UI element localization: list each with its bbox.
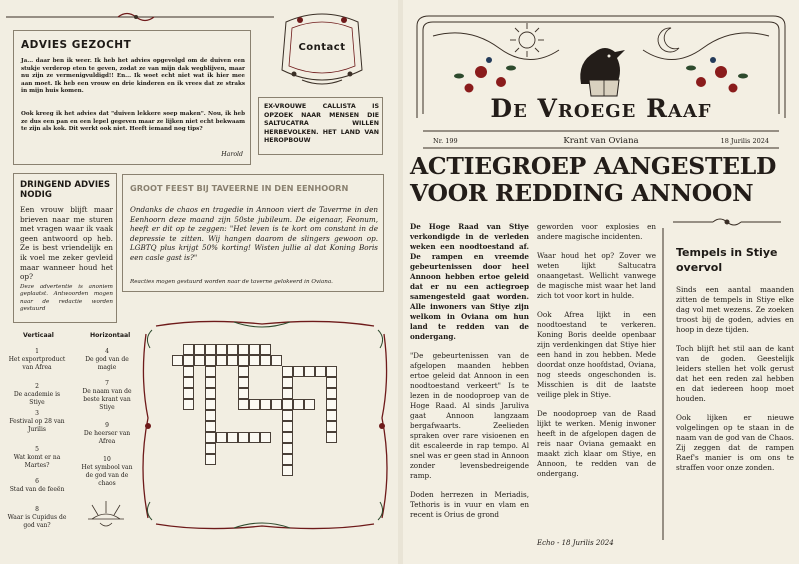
clue-text: Stad van de feeën: [9, 486, 65, 493]
crossword-cell[interactable]: [238, 344, 249, 355]
article-paragraph: geworden voor explosies en andere magische incidenten.: [537, 222, 656, 241]
vertical-clue-1: [6, 348, 68, 372]
article-paragraph: Ook Afrea lijkt in een noodtoestand te verkeren. Koning Boris deelde openbaar zijn verdenkingen dat Stiye hier een hand in zou hebben. Mede doordat onze hoofdstad, Oviana, nog steeds ongeschonden is. Misschien is dit de laatste veilige plek in Stiye.: [537, 310, 656, 399]
crossword-cell[interactable]: [205, 421, 216, 432]
vertical-clue-4: [6, 446, 68, 470]
sun-icon: [510, 23, 544, 57]
urgent-text: Een vrouw blijft maar brieven naar me sturen met vragen waar ik vaak geen antwoord op heb. Ze is best vriendelijk en ik voel me zeker gevleid maar wanneer houd het op?: [20, 205, 113, 282]
crossword-cell[interactable]: [282, 454, 293, 465]
crossword-cell[interactable]: [194, 355, 205, 366]
horizontal-clue-1: [78, 348, 136, 372]
clue-number: 6: [35, 478, 39, 485]
vertical-clue-2: [6, 383, 68, 407]
crossword-cell[interactable]: [326, 399, 337, 410]
crossword-cell[interactable]: [304, 366, 315, 377]
crossword-cell[interactable]: [183, 377, 194, 388]
crossword-cell[interactable]: [249, 355, 260, 366]
crossword-cell[interactable]: [326, 377, 337, 388]
crossword-cell[interactable]: [183, 355, 194, 366]
advice-paragraph-1: Ja... daar ben ik weer. Ik heb het advies opgevolgd om de duiven een stukje verderop eten te geven, zodat ze van mijn dak wegblijven, maar nu zijn ze vermenigvuldigd!! En... Ik woet echt niet wat ik hier mee aan moet. Ik heb een vrouw en drie kinderen en ik vrees dat ze straks in mijn huis komen.: [21, 58, 245, 95]
crossword-cell[interactable]: [293, 366, 304, 377]
article-paragraph: "De gebeurtenissen van de afgelopen maanden hebben ertoe geleid dat Annoon in een noodtoestand verkeert" Is te lezen in de noodoproep van de Hoge Raad. Al sinds Jaruliva gaat Annoon langzaam bergafwaarts. Zeelieden spraken over rare visioenen en dit escaleerde in rap tempo. Al snel was er geen stad in Annoon zonder levensbedreigende ramp.: [410, 351, 529, 480]
crossword-cell[interactable]: [205, 399, 216, 410]
clue-number: 4: [105, 348, 109, 355]
clue-number: 8: [35, 506, 39, 513]
sun-icon: [84, 497, 128, 531]
crossword-cell[interactable]: [183, 344, 194, 355]
clue-number: 3: [35, 410, 39, 417]
crossword-cell[interactable]: [282, 465, 293, 476]
urgent-note: Deze advertentie is anoniem geplaatst. Antwoorden mogen naar de redactie worden gestuurd: [20, 284, 113, 313]
crossword-cell[interactable]: [205, 366, 216, 377]
article-lead: De Hoge Raad van Stiye verkondigde in de verleden weken een noodtoestand af. De rampen en vreemde gebeurtenissen door heel Annoon hebben ertoe geleid dat er nu een actiegroep samengesteld gaat worden. Alle inwoners van Stiye zijn welkom in Oviana om hun land te redden van de ondergang.: [410, 222, 529, 341]
left-page: [0, 0, 398, 564]
clue-number: 5: [35, 446, 39, 453]
crossword-cell[interactable]: [238, 377, 249, 388]
side-title: Tempels in Stiye overvol: [676, 246, 778, 274]
crossword-cell[interactable]: [282, 410, 293, 421]
crossword-cell[interactable]: [216, 344, 227, 355]
clue-number: 10: [103, 456, 111, 463]
side-paragraph: Toch blijft het stil aan de kant van de goden. Geestelijk leiders stellen het volk gerust dat het een reden zal hebben en dat iedereen hoop moet houden.: [676, 344, 794, 403]
crossword-cell[interactable]: [304, 399, 315, 410]
crossword-cell[interactable]: [194, 344, 205, 355]
clue-text: Wat komt er na Martes?: [13, 454, 61, 469]
contact-label: Contact: [298, 42, 346, 53]
crossword-cell[interactable]: [205, 355, 216, 366]
crossword-cell[interactable]: [282, 399, 293, 410]
contact-badge[interactable]: [272, 10, 372, 92]
crossword-cell[interactable]: [260, 399, 271, 410]
article-column-1: [410, 222, 529, 529]
side-paragraph: Sinds een aantal maanden zitten de tempels in Stiye elke dag vol met wezens. Ze zoeken troost bij de goden, advies en hoop in deze tijden.: [676, 285, 794, 334]
callista-text: EX-VROUWE CALLISTA IS OPZOEK NAAR MENSEN DIE SALTUCATRA WILLEN HERBEVOLKEN. HET LAND VAN HEROPBOUW: [264, 103, 379, 145]
crossword-cell[interactable]: [205, 410, 216, 421]
crossword-cell[interactable]: [205, 432, 216, 443]
clue-text: Het symbool van de god van de chaos: [81, 464, 133, 487]
crossword-cell[interactable]: [238, 399, 249, 410]
clue-text: De naam van de beste krant van Stiye: [82, 388, 132, 411]
crossword-cell[interactable]: [293, 399, 304, 410]
crossword-cell[interactable]: [260, 432, 271, 443]
masthead-ornament: [409, 6, 793, 156]
crossword-cell[interactable]: [282, 432, 293, 443]
clue-number: 1: [35, 348, 39, 355]
advice-box: [13, 30, 251, 165]
crossword-cell[interactable]: [216, 432, 227, 443]
horizontal-clue-2: [78, 380, 136, 412]
crossword-cell[interactable]: [282, 366, 293, 377]
clue-text: De academie is Stiye: [13, 391, 61, 406]
crossword-cell[interactable]: [271, 355, 282, 366]
side-column: [676, 285, 794, 482]
masthead-subtitle: Krant van Oviana: [563, 136, 639, 146]
crossword-cell[interactable]: [183, 388, 194, 399]
urgent-title: DRINGEND ADVIES NODIG: [20, 180, 111, 200]
horizontal-clue-3: [78, 422, 136, 446]
crossword-cell[interactable]: [326, 432, 337, 443]
article-paragraph: Waar houd het op? Zover we weten lijkt Saltucatra onaangetast. Wellicht vanwege de magische mist waar het land zich tot voor kort in hulde.: [537, 251, 656, 300]
crossword-cell[interactable]: [315, 366, 326, 377]
crossword-cell[interactable]: [183, 366, 194, 377]
feest-text: Ondanks de chaos en tragedie in Annoon viert de Taverrne in den Eenhoorn deze maand zijn 50ste jubileum. De eigenaar, Feonum, heeft er dit op te zeggen: "Het leven is te kort om constant in de depressie te zitten. Wij hangen daarom de slingers gewoon op. LGBTQ plus krijgt 50% korting! Wisten jullie al dat Koning Boris een casle gast is?": [130, 205, 378, 262]
crossword-cell[interactable]: [227, 432, 238, 443]
crossword-cell[interactable]: [326, 421, 337, 432]
right-page: [403, 0, 799, 564]
crossword-cell[interactable]: [183, 399, 194, 410]
crossword-cell[interactable]: [249, 344, 260, 355]
horizontal-clue-4: [78, 456, 136, 488]
crossword-cell[interactable]: [227, 355, 238, 366]
crossword-cell[interactable]: [260, 344, 271, 355]
clue-text: De heerser van Afrea: [83, 430, 131, 445]
article-paragraph: De noodoproep van de Raad lijkt te werken. Menig inwoner heeft in de afgelopen dagen de reis naar Oviana gemaakt en maakt zich klaar om Stiye, en Annoon, te redden van de ondergang.: [537, 409, 656, 478]
side-paragraph: Ook lijken er nieuwe volgelingen op te staan in de naam van de god van de Chaos. Zij zeggen dat de rampen Raef's manier is om ons te straffen voor onze zonden.: [676, 413, 794, 472]
crossword-cell[interactable]: [249, 399, 260, 410]
article-column-2: [537, 222, 656, 488]
vertical-clue-6: [6, 506, 68, 530]
crossword-cell[interactable]: [238, 432, 249, 443]
horizontal-title: Horizontaal: [90, 332, 131, 339]
raven-icon: [580, 48, 625, 96]
crossword-cell[interactable]: [282, 421, 293, 432]
clue-text: Waar is Cupidus de god van?: [7, 514, 67, 529]
crossword-cell[interactable]: [205, 443, 216, 454]
clue-text: Het exportproduct van Afrea: [8, 356, 66, 371]
crossword-cell[interactable]: [271, 399, 282, 410]
advice-signature: Harold: [221, 151, 243, 158]
masthead-date: 18 Jurilis 2024: [720, 137, 769, 145]
crossword-cell[interactable]: [238, 388, 249, 399]
crossword-cell[interactable]: [216, 355, 227, 366]
clue-number: 9: [105, 422, 109, 429]
crossword-cell[interactable]: [249, 432, 260, 443]
crossword-cell[interactable]: [205, 454, 216, 465]
clue-number: 7: [105, 380, 109, 387]
moon-icon: [658, 28, 679, 52]
feest-note: Reacties mogen gestuurd worden naar de taverne gelokeerd in Oviana.: [130, 279, 333, 285]
masthead-title: De Vroege Raaf: [490, 94, 712, 123]
crossword-cell[interactable]: [260, 355, 271, 366]
crossword-cell[interactable]: [282, 443, 293, 454]
article-paragraph: Doden herrezen in Meriadis, Tethoris is in vuur en vlam en recent is Orius de grond: [410, 490, 529, 519]
crossword-cell[interactable]: [282, 388, 293, 399]
crossword-cell[interactable]: [205, 388, 216, 399]
urgent-box: [13, 173, 117, 323]
crossword-cell[interactable]: [238, 366, 249, 377]
crossword-cell[interactable]: [326, 388, 337, 399]
top-ornament: [6, 6, 276, 24]
issue-number: Nr. 199: [433, 137, 458, 145]
feest-title: GROOT FEEST BIJ TAVEERNE IN DEN EENHOORN: [130, 183, 349, 193]
article-signature: Echo - 18 Jurilis 2024: [537, 539, 614, 547]
vertical-clue-3: [6, 410, 68, 434]
feest-box: [122, 174, 384, 292]
vertical-clue-5: [6, 478, 68, 494]
crossword-cell[interactable]: [227, 344, 238, 355]
clue-text: De god van de magie: [85, 356, 129, 371]
crossword-cell[interactable]: [238, 355, 249, 366]
crossword-cell[interactable]: [205, 377, 216, 388]
advice-paragraph-2: Ook kreeg ik het advies dat "duiven lekkere soep maken". Nou, ik heb ze dus een pan en een lepel gegeven maar ze lijken niet echt bekwaam te zijn als kok. Dit werkt ook niet. Heeft iemand nog tips?: [21, 111, 245, 133]
advice-title: ADVIES GEZOCHT: [21, 39, 132, 51]
vertical-title: Verticaal: [23, 332, 54, 339]
crossword-cell[interactable]: [205, 344, 216, 355]
crossword-cell[interactable]: [172, 355, 183, 366]
crossword-cell[interactable]: [282, 377, 293, 388]
headline: ACTIEGROEP AANGESTELD VOOR REDDING ANNOON: [410, 152, 777, 207]
callista-box: [258, 97, 383, 155]
clue-number: 2: [35, 383, 39, 390]
crossword-cell[interactable]: [326, 366, 337, 377]
crossword-cell[interactable]: [326, 410, 337, 421]
clue-text: Festival op 28 van Jurilis: [9, 418, 65, 433]
